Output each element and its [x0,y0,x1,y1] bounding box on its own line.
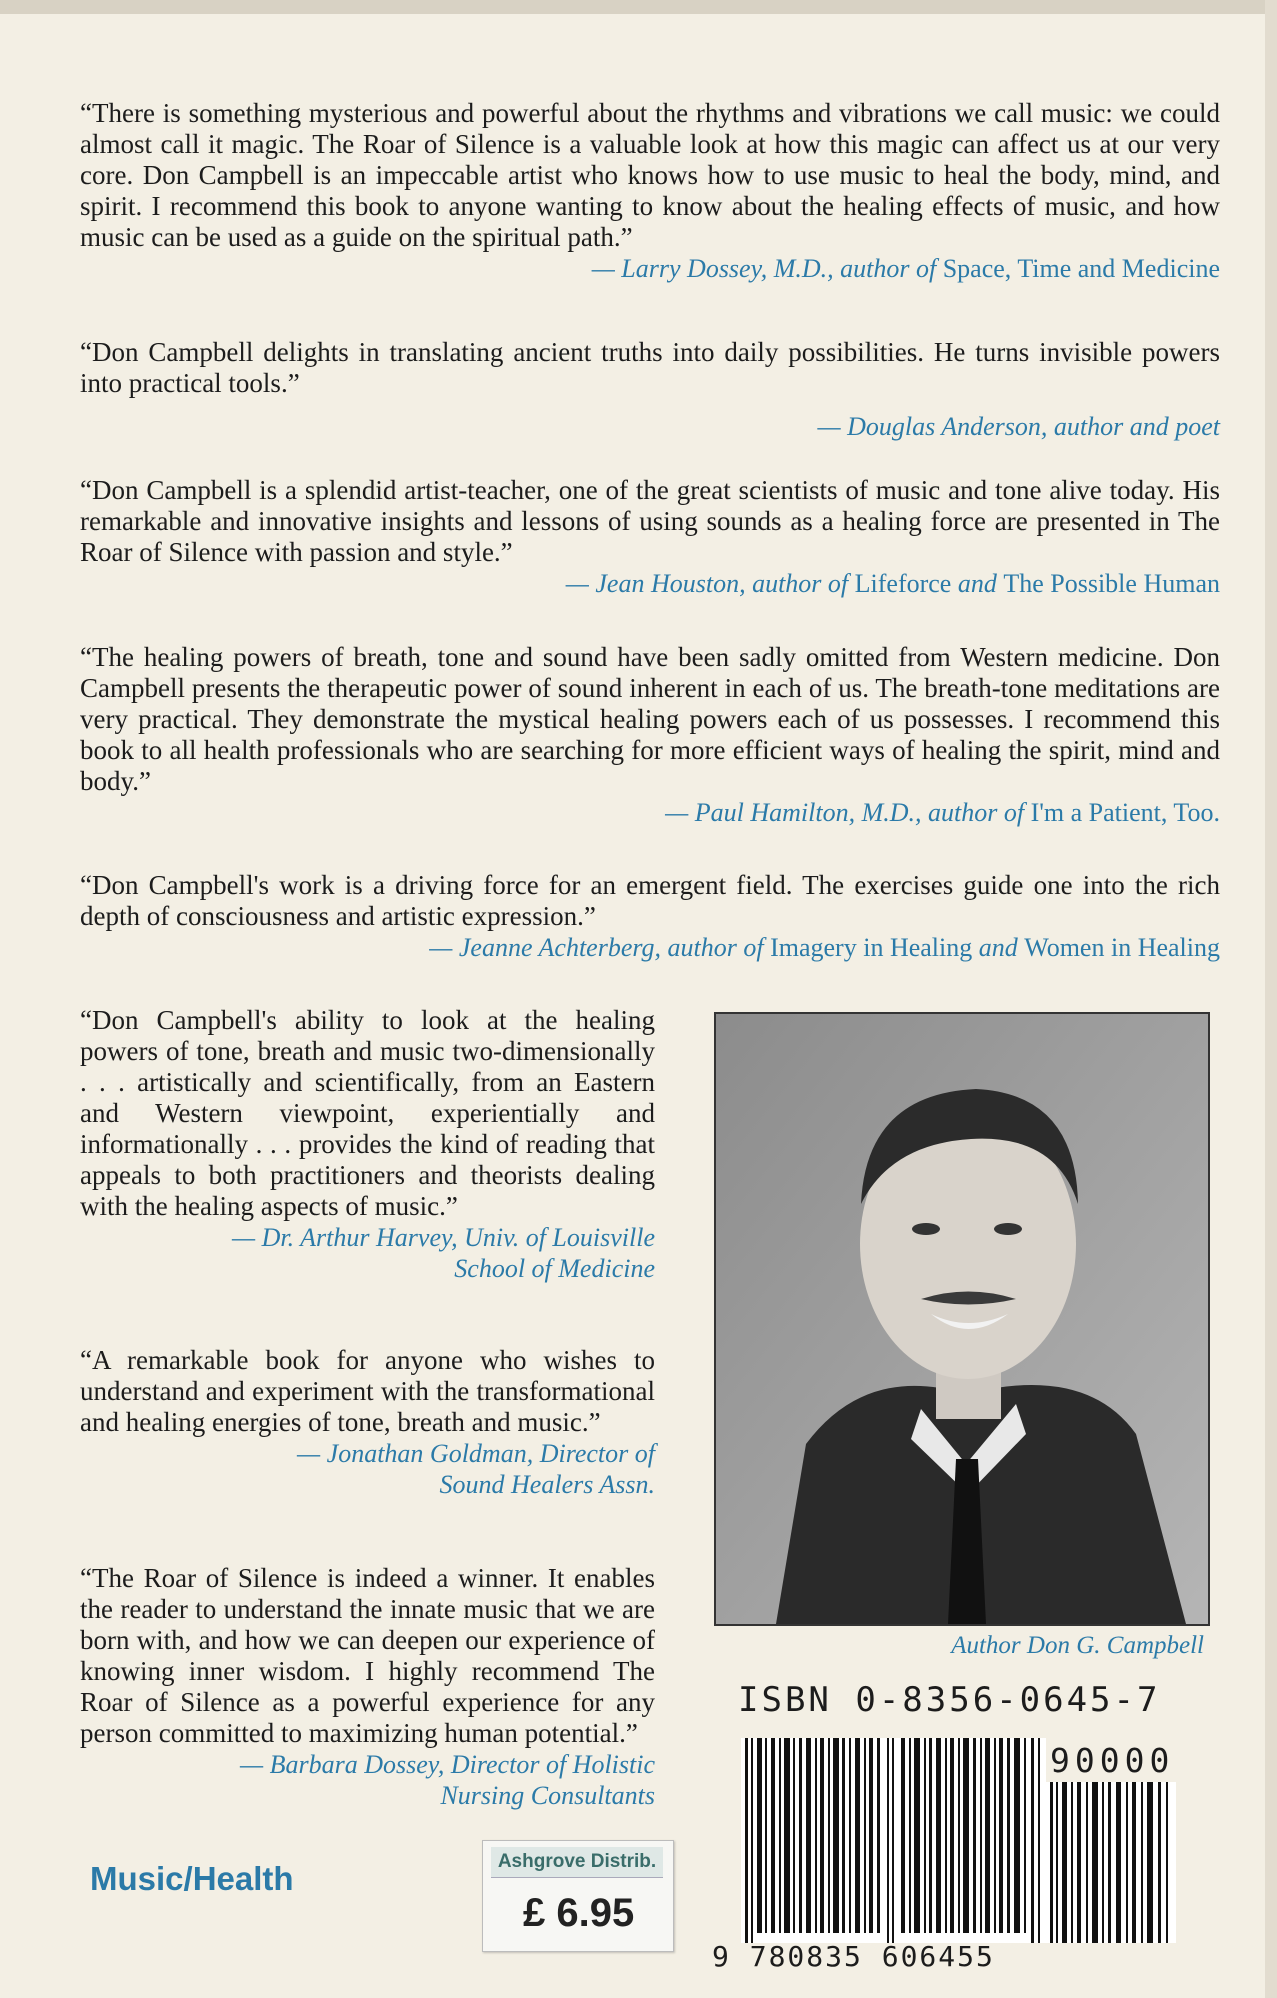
attribution-author: — Larry Dossey, M.D., author of [591,254,937,283]
quote-attribution: — Jonathan Goldman, Director of [297,1439,655,1468]
quote-attribution [80,932,1220,963]
quote-text: “A remarkable book for anyone who wishes to understand and experiment with the transformational and healing energies of tone, breath and music.” [80,1345,655,1437]
author-photo [714,1012,1210,1626]
quote-attribution: — Dr. Arthur Harvey, Univ. of Louisville [232,1223,655,1252]
isbn-text: ISBN 0-8356-0645-7 [738,1680,1161,1720]
cover-edge [0,0,1277,14]
quote-attribution: Nursing Consultants [440,1781,655,1810]
cover-edge [1265,0,1277,1998]
quote-block [80,98,1220,284]
quote-block [80,475,1220,599]
barcode-addon-digits: 90000 [1050,1741,1175,1780]
price-label: £ 6.95 [523,1891,635,1935]
quote-block [80,1345,655,1500]
quote-text: “The healing powers of breath, tone and sound have been sadly omitted from Western medicine. Don Campbell presents the therapeutic power of sound inherent in each of us. The breath-tone meditations are very practical. They demonstrate the mystical healing powers each of us possesses. I recommend this book to all health professionals who are searching for more efficient ways of healing the spirit, mind and body.” [80,642,1220,796]
price-sticker [482,1840,674,1952]
quote-block [80,870,1220,963]
quote-attribution [80,568,1220,599]
quote-attribution: Sound Healers Assn. [439,1470,655,1499]
barcode-digits: 9 780835 606455 [712,1940,995,1973]
quote-attribution: — Douglas Anderson, author and poet [817,412,1220,441]
category-label: Music/Health [90,1860,294,1897]
attribution-book: Space, Time and Medicine [942,254,1220,283]
attribution-book: The Possible Human [1003,569,1220,598]
distributor-label: Ashgrove Distrib. [491,1847,663,1878]
attribution-book: I'm a Patient, Too. [1030,798,1220,827]
attribution-book: Imagery in Healing [770,933,973,962]
attribution-author: — Jean Houston, author of [565,569,849,598]
quote-attribution [80,253,1220,284]
quote-block [80,1563,655,1811]
attribution-book: Lifeforce [854,569,952,598]
attribution-book: Women in Healing [1024,933,1220,962]
quote-block [80,642,1220,828]
quote-text: “Don Campbell is a splendid artist-teacher, one of the great scientists of music and tone alive today. His remarkable and innovative insights and lessons of using sounds as a healing force are presented in The Roar of Silence with passion and style.” [80,475,1220,567]
attribution-author: — Paul Hamilton, M.D., author of [665,798,1025,827]
attribution-connector: and [978,933,1018,962]
quote-text: “There is something mysterious and powerful about the rhythms and vibrations we call music: we could almost call it magic. The Roar of Silence is a valuable look at how this magic can affect us at our very core. Don Campbell is an impeccable artist who knows how to use music to heal the body, mind, and spirit. I recommend this book to anyone wanting to know about the healing effects of music, and how music can be used as a guide on the spiritual path.” [80,98,1220,252]
quote-text: “The Roar of Silence is indeed a winner. It enables the reader to understand the innate music that we are born with, and how we can deepen our experience of knowing inner wisdom. I highly recommend The Roar of Silence as a powerful experience for any person committed to maximizing human potential.” [80,1563,655,1748]
quote-block [80,337,1220,442]
barcode-addon [1046,1782,1176,1943]
quote-attribution [80,797,1220,828]
quote-text: “Don Campbell's ability to look at the healing powers of tone, breath and music two-dimensionally . . . artistically and scientifically, from an Eastern and Western viewpoint, experientially and informationally . . . provides the kind of reading that appeals to both practitioners and theorists dealing with the healing aspects of music.” [80,1005,655,1221]
attribution-author: — Jeanne Achterberg, author of [429,933,764,962]
quote-text: “Don Campbell's work is a driving force for an emergent field. The exercises guide one into the rich depth of consciousness and artistic expression.” [80,870,1220,931]
author-portrait-icon [716,1014,1208,1624]
photo-caption: Author Don G. Campbell [951,1632,1204,1659]
quote-text: “Don Campbell delights in translating ancient truths into daily possibilities. He turns invisible powers into practical tools.” [80,337,1220,398]
quote-block [80,1005,655,1284]
quote-attribution: — Barbara Dossey, Director of Holistic [239,1750,655,1779]
barcode [741,1738,1046,1943]
attribution-connector: and [957,569,997,598]
quote-attribution: School of Medicine [454,1254,655,1283]
